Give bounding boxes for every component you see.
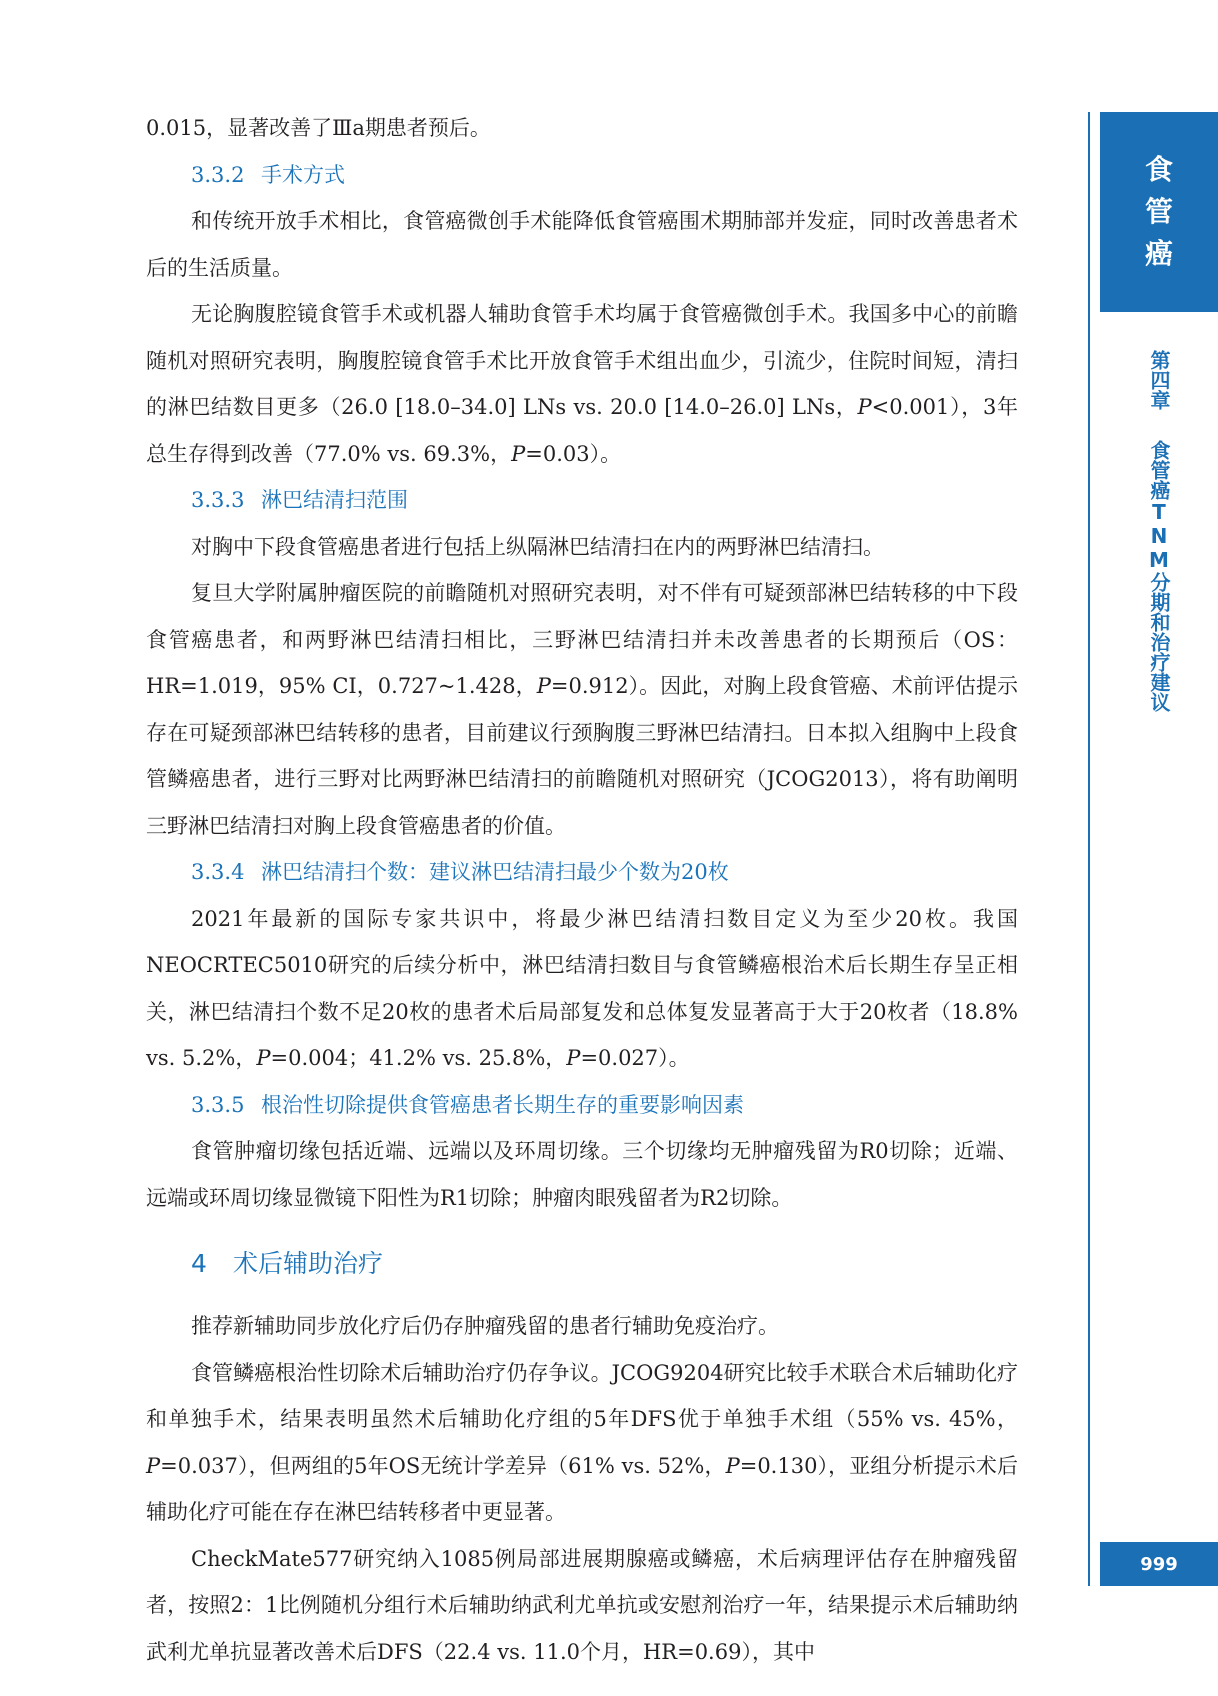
- paragraph: 和传统开放手术相比，食管癌微创手术能降低食管癌围术期肺部并发症，同时改善患者术后的生活质量。: [146, 209, 1018, 280]
- paragraph: CheckMate577研究纳入1085例局部进展期腺癌或鳞癌，术后病理评估存在肿瘤残留者，按照2：1比例随机分组行术后辅助纳武利尤单抗或安慰剂治疗一年，结果提示术后辅助纳武利尤单抗显著改善术后DFS（22.4 vs. 11.0个月，HR=0.69），其中: [146, 1546, 1018, 1664]
- paragraph: [146, 291, 1018, 477]
- book-title-char: 管: [1144, 195, 1173, 228]
- section-title: 淋巴结清扫个数：建议淋巴结清扫最少个数为20枚: [261, 860, 729, 884]
- section-heading-3-3-4: [146, 849, 1018, 896]
- p-value-symbol: P: [536, 674, 551, 698]
- text-run: 食管鳞癌根治性切除术后辅助治疗仍存争议。JCOG9204研究比较手术联合术后辅助化疗和单独手术，结果表明虽然术后辅助化疗组的5年DFS优于单独手术组（55% vs. 45%，: [146, 1360, 1018, 1431]
- section-number: 3.3.2: [191, 162, 245, 187]
- chapter-running-head: [1100, 350, 1218, 712]
- section-number: 4: [191, 1249, 207, 1278]
- section-number: 3.3.3: [191, 488, 245, 512]
- paragraph: 食管肿瘤切缘包括近端、远端以及环周切缘。三个切缘均无肿瘤残留为R0切除；近端、远端或环周切缘显微镜下阳性为R1切除；肿瘤肉眼残留者为R2切除。: [146, 1139, 1018, 1210]
- paragraph: [146, 570, 1018, 849]
- chapter-title: 食管癌TNM分期和治疗建议: [1147, 440, 1171, 712]
- section-title: 根治性切除提供食管癌患者长期生存的重要影响因素: [261, 1092, 744, 1117]
- text-run: 复旦大学附属肿瘤医院的前瞻随机对照研究表明，对不伴有可疑颈部淋巴结转移的中下段食管癌患者，和两野淋巴结清扫相比，三野淋巴结清扫并未改善患者的长期预后（OS：HR=1.019，95% CI，0.727~1.428，: [146, 581, 1018, 698]
- p-value-symbol: P: [857, 395, 872, 419]
- text-run: =0.037），但两组的5年OS无统计学差异（61% vs. 52%，: [160, 1453, 726, 1478]
- text-run: 无论胸腹腔镜食管手术或机器人辅助食管手术均属于食管癌微创手术。我国多中心的前瞻随机对照研究表明，胸腹腔镜食管手术比开放食管手术组出血少，引流少，住院时间短，清扫的淋巴结数目更多（26.0 [18.0–34.0] LNs vs. 20.0 [14.0–26.0] LNs，: [146, 302, 1018, 419]
- main-text: [146, 105, 1018, 1675]
- paragraph: [146, 896, 1018, 1082]
- paragraph: 对胸中下段食管癌患者进行包括上纵隔淋巴结清扫在内的两野淋巴结清扫。: [191, 534, 884, 559]
- paragraph: [146, 1350, 1018, 1536]
- p-value-symbol: P: [256, 1046, 271, 1070]
- text-run: =0.004；41.2% vs. 25.8%，: [270, 1046, 567, 1070]
- text-run: =0.130），亚组分析提示术后辅助化疗可能在存在淋巴结转移者中更显著。: [146, 1453, 1018, 1524]
- book-title-char: 癌: [1144, 237, 1173, 270]
- section-number: 3.3.4: [191, 860, 245, 884]
- page-number: 999: [1100, 1542, 1218, 1586]
- section-heading-4: [146, 1233, 1018, 1295]
- section-title: 淋巴结清扫范围: [261, 488, 408, 512]
- section-title: 术后辅助治疗: [233, 1249, 384, 1278]
- text-run: <0.001），3年总生存得到改善（77.0% vs. 69.3%，: [146, 395, 1018, 466]
- section-number: 3.3.5: [191, 1092, 245, 1117]
- section-heading-3-3-3: [146, 477, 1018, 524]
- text-run: 2021年最新的国际专家共识中，将最少淋巴结清扫数目定义为至少20枚。我国NEOCRTEC5010研究的后续分析中，淋巴结清扫数目与食管鳞癌根治术后长期生存呈正相关，淋巴结清扫个数不足20枚的患者术后局部复发和总体复发显著高于大于20枚者（18.8% vs. 5.2%，: [146, 906, 1018, 1070]
- text-run: =0.03）。: [525, 441, 622, 466]
- p-value-symbol: P: [725, 1453, 740, 1478]
- book-title-char: 食: [1144, 153, 1173, 186]
- p-value-symbol: P: [566, 1046, 581, 1070]
- text-run: =0.027）。: [580, 1046, 690, 1070]
- p-value-symbol: P: [146, 1453, 161, 1478]
- paragraph: 0.015，显著改善了Ⅲa期患者预后。: [146, 116, 491, 140]
- p-value-symbol: P: [511, 441, 526, 466]
- chapter-label: 第四章: [1147, 350, 1171, 410]
- section-heading-3-3-5: [146, 1082, 1018, 1129]
- section-title: 手术方式: [261, 162, 345, 187]
- book-title-tab: [1100, 112, 1218, 312]
- margin-rule: [1088, 112, 1090, 1586]
- section-heading-3-3-2: [146, 152, 1018, 199]
- text-run: =0.912）。因此，对胸上段食管癌、术前评估提示存在可疑颈部淋巴结转移的患者，目前建议行颈胸腹三野淋巴结清扫。日本拟入组胸中上段食管鳞癌患者，进行三野对比两野淋巴结清扫的前瞻随机对照研究（JCOG2013），将有助阐明三野淋巴结清扫对胸上段食管癌患者的价值。: [146, 674, 1019, 838]
- paragraph: 推荐新辅助同步放化疗后仍存肿瘤残留的患者行辅助免疫治疗。: [191, 1314, 779, 1338]
